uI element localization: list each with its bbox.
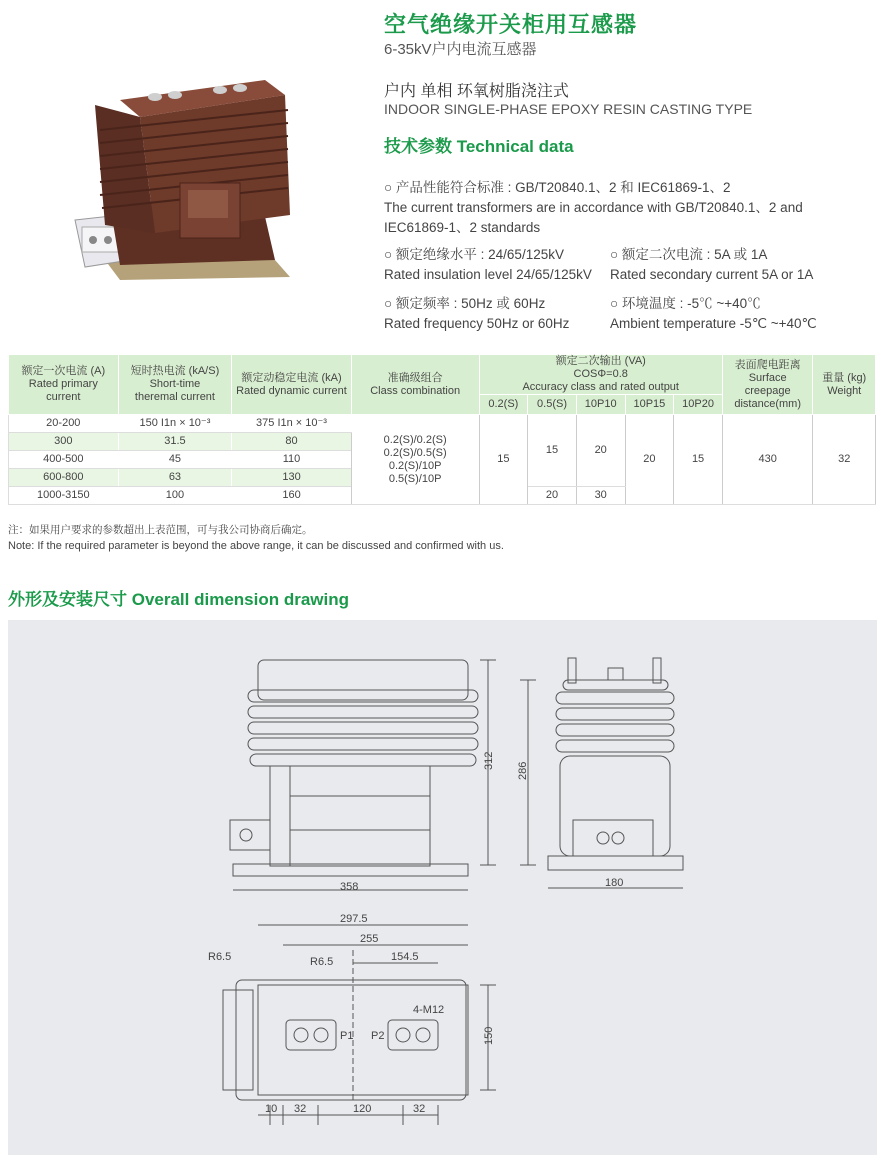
header-creepage-en1: Surface	[748, 371, 787, 384]
dim-plan-32a: 32	[294, 1103, 307, 1115]
spec-temperature-cn: ○ 环境温度 : -5℃ ~+40℃	[610, 296, 761, 311]
label-p2: P2	[371, 1030, 385, 1042]
subheader-10p10: 10P10	[576, 395, 625, 415]
cell-thermal: 45	[118, 451, 232, 469]
cell-05s-b: 20	[528, 487, 577, 505]
note-cn: 注：如果用户要求的参数超出上表范围，可与我公司协商后确定。	[8, 524, 313, 536]
dim-plan-1545: 154.5	[391, 951, 419, 963]
header-class-cn: 准确级组合	[387, 371, 443, 384]
dim-side-height: 286	[517, 761, 529, 780]
header-primary-en1: Rated primary	[28, 378, 98, 390]
page-subtitle: 6-35kV户内电流互感器	[384, 41, 537, 58]
cell-dynamic: 375 I1n × 10⁻³	[232, 415, 352, 433]
technical-data-table	[8, 354, 876, 505]
header-weight-en: Weight	[827, 384, 862, 397]
cell-dynamic: 80	[232, 433, 352, 451]
label-p1: P1	[340, 1030, 354, 1042]
type-cn: 户内 单相 环氧树脂浇注式	[384, 83, 569, 100]
spec-standard-en2: IEC61869-1、2 standards	[384, 220, 541, 235]
spec-secondary-en: Rated secondary current 5A or 1A	[610, 267, 814, 282]
cell-thermal: 63	[118, 469, 232, 487]
cell-primary: 20-200	[9, 415, 119, 433]
cell-primary: 1000-3150	[9, 487, 119, 505]
dimension-title: 外形及安装尺寸 Overall dimension drawing	[8, 590, 349, 609]
header-output	[479, 355, 722, 395]
header-class-en: Class combination	[370, 384, 461, 397]
header-thermal-en2: theremal current	[134, 391, 215, 403]
dimension-drawing	[8, 620, 877, 1155]
header-thermal-cn: 短时热电流 (kA/S)	[130, 365, 220, 377]
dim-plan-10: 10	[265, 1103, 278, 1115]
cell-primary: 300	[9, 433, 119, 451]
cell-thermal: 100	[118, 487, 232, 505]
note-en: Note: If the required parameter is beyond the above range, it can be discussed and confirmed with us.	[8, 540, 504, 552]
type-en: INDOOR SINGLE-PHASE EPOXY RESIN CASTING TYPE	[384, 101, 753, 117]
dim-front-height: 312	[483, 751, 495, 770]
header-primary-cn: 额定一次电流 (A)	[21, 365, 106, 377]
subheader-10p20: 10P20	[674, 395, 723, 415]
header-dynamic-cn: 额定动稳定电流 (kA)	[241, 371, 342, 384]
spec-standard-cn: ○ 产品性能符合标准 : GB/T20840.1、2 和 IEC61869-1、2	[384, 180, 731, 195]
dim-side-width: 180	[605, 877, 624, 889]
header-weight	[813, 355, 876, 415]
cell-10p10-a: 20	[576, 415, 625, 487]
header-creepage-cn: 表面爬电距离	[734, 358, 801, 371]
class-combo-2: 0.2(S)/0.5(S)	[383, 446, 447, 459]
header-creepage	[722, 355, 813, 415]
header-thermal	[118, 355, 232, 415]
cell-dynamic: 110	[232, 451, 352, 469]
spec-frequency-en: Rated frequency 50Hz or 60Hz	[384, 316, 570, 331]
subheader-02s: 0.2(S)	[479, 395, 528, 415]
cell-class-combo	[351, 415, 479, 505]
spec-temperature-en: Ambient temperature -5℃ ~+40℃	[610, 316, 817, 331]
dim-plan-150: 150	[483, 1026, 495, 1045]
spec-insulation-cn: ○ 额定绝缘水平 : 24/65/125kV	[384, 247, 564, 262]
header-dynamic	[232, 355, 352, 415]
subheader-05s: 0.5(S)	[528, 395, 577, 415]
spec-standard-en: The current transformers are in accordance with GB/T20840.1、2 and	[384, 200, 803, 215]
class-combo-1: 0.2(S)/0.2(S)	[383, 433, 447, 446]
header-class	[351, 355, 479, 415]
cell-05s-a: 15	[528, 415, 577, 487]
class-combo-4: 0.5(S)/10P	[388, 472, 442, 485]
header-thermal-en1: Short-time	[149, 378, 201, 390]
header-creepage-en3: distance(mm)	[734, 397, 801, 410]
dim-plan-255: 255	[360, 933, 379, 945]
dim-front-width: 358	[340, 881, 359, 893]
dimension-drawing-panel	[8, 620, 877, 1155]
header-output-cn: 额定二次输出 (VA)	[555, 355, 646, 367]
cell-thermal: 31.5	[118, 433, 232, 451]
tech-data-title: 技术参数 Technical data	[384, 137, 574, 156]
spec-insulation-en: Rated insulation level 24/65/125kV	[384, 267, 592, 282]
cell-dynamic: 130	[232, 469, 352, 487]
header-output-en: Accuracy class and rated output	[522, 381, 679, 393]
header-output-cos: COSΦ=0.8	[573, 368, 628, 380]
dim-plan-32b: 32	[413, 1103, 426, 1115]
product-photo	[60, 55, 300, 290]
dim-plan-120: 120	[353, 1103, 372, 1115]
cell-10p10-b: 30	[576, 487, 625, 505]
spec-frequency-cn: ○ 额定频率 : 50Hz 或 60Hz	[384, 296, 546, 311]
cell-thermal: 150 I1n × 10⁻³	[118, 415, 232, 433]
table-row	[9, 415, 876, 433]
header-dynamic-en: Rated dynamic current	[236, 384, 347, 397]
class-combo-3: 0.2(S)/10P	[388, 459, 442, 472]
dim-radius-2: R6.5	[310, 956, 334, 968]
cell-10p20: 15	[674, 415, 723, 505]
cell-10p15: 20	[625, 415, 674, 505]
cell-weight: 32	[813, 415, 876, 505]
header-primary-en2: current	[46, 391, 81, 403]
subheader-10p15: 10P15	[625, 395, 674, 415]
cell-02s: 15	[479, 415, 528, 505]
header-weight-cn: 重量 (kg)	[822, 371, 867, 384]
spec-secondary-cn: ○ 额定二次电流 : 5A 或 1A	[610, 247, 768, 262]
header-primary	[9, 355, 119, 415]
cell-dynamic: 160	[232, 487, 352, 505]
page-title: 空气绝缘开关柜用互感器	[384, 12, 638, 37]
dim-bolt: 4-M12	[413, 1004, 445, 1016]
cell-primary: 600-800	[9, 469, 119, 487]
cell-creepage: 430	[722, 415, 813, 505]
dim-radius-1: R6.5	[208, 951, 232, 963]
cell-primary: 400-500	[9, 451, 119, 469]
header-creepage-en2: creepage	[744, 384, 791, 397]
dim-plan-total: 297.5	[340, 913, 368, 925]
